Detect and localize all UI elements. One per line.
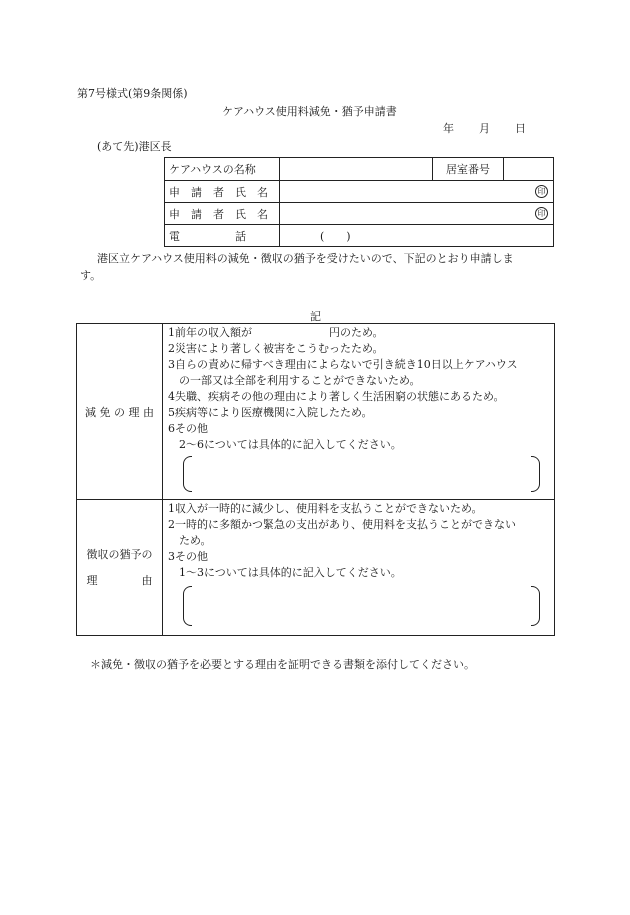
deferral-item: 1～3については具体的に記入してください。 <box>168 566 402 579</box>
intro-line-2: す。 <box>80 269 102 282</box>
reduction-item: 2～6については具体的に記入してください。 <box>168 438 402 451</box>
facility-name-field[interactable] <box>280 158 433 181</box>
deferral-label-line-2: 理 由 <box>86 573 153 587</box>
applicant2-field[interactable] <box>280 203 554 225</box>
form-number: 第7号様式(第9条関係) <box>77 87 188 100</box>
facility-name-label: ケアハウスの名称 <box>165 158 280 181</box>
reduction-reason-label: 減 免 の 理 由 <box>77 324 163 500</box>
ki-heading: 記 <box>310 310 321 323</box>
bracket-right <box>531 586 540 626</box>
bracket-left <box>183 586 192 626</box>
deferral-item: 3その他 <box>168 550 208 563</box>
reduction-item: 2災害により著しく被害をこうむったため。 <box>168 342 384 355</box>
date-year: 年 <box>443 122 454 135</box>
applicant1-label: 申 請 者 氏 名 <box>165 181 280 203</box>
phone-field[interactable]: ( ) <box>280 225 554 247</box>
intro-line-1: 港区立ケアハウス使用料の減免・徴収の猶予を受けたいので、下記のとおり申請しま <box>97 252 514 265</box>
reduction-item: 4失職、疾病その他の理由により著しく生活困窮の状態にあるため。 <box>168 390 505 403</box>
bracket-left <box>183 456 192 492</box>
date-month: 月 <box>479 122 490 135</box>
date-day: 日 <box>515 122 526 135</box>
addressee: (あて先)港区長 <box>97 140 172 153</box>
seal-icon: 印 <box>535 207 548 220</box>
applicant1-field[interactable] <box>280 181 554 203</box>
applicant2-label: 申 請 者 氏 名 <box>165 203 280 225</box>
room-no-field[interactable] <box>504 158 554 181</box>
deferral-label-line-1: 徴収の猶予の <box>86 547 153 561</box>
deferral-item: 1収入が一時的に減少し、使用料を支払うことができないため。 <box>168 502 483 515</box>
deferral-item: ため。 <box>168 534 212 547</box>
other-reason-input[interactable] <box>193 456 530 490</box>
reasons-table <box>76 323 555 636</box>
other-deferral-input[interactable] <box>193 586 530 624</box>
bracket-right <box>531 456 540 492</box>
seal-icon: 印 <box>535 185 548 198</box>
form-title: ケアハウス使用料減免・猶予申請書 <box>222 105 397 118</box>
footer-note: ＊減免・徴収の猶予を必要とする理由を証明できる書類を添付してください。 <box>90 658 475 671</box>
reduction-reason-cell <box>163 324 555 500</box>
reduction-item: 6その他 <box>168 422 208 435</box>
deferral-item: 2一時的に多額かつ緊急の支出があり、使用料を支払うことができない <box>168 518 516 531</box>
room-no-label: 居室番号 <box>433 158 504 181</box>
reduction-item: 1前年の収入額が 円のため。 <box>168 326 384 339</box>
deferral-reason-label <box>77 500 163 636</box>
reduction-item: 3自らの責めに帰すべき理由によらないで引き続き10日以上ケアハウス <box>168 358 518 371</box>
applicant-table <box>164 157 554 247</box>
deferral-reason-cell <box>163 500 555 636</box>
reduction-item: の一部又は全部を利用することができないため。 <box>168 374 421 387</box>
phone-label: 電 話 <box>165 225 280 247</box>
reduction-item: 5疾病等により医療機関に入院したため。 <box>168 406 373 419</box>
